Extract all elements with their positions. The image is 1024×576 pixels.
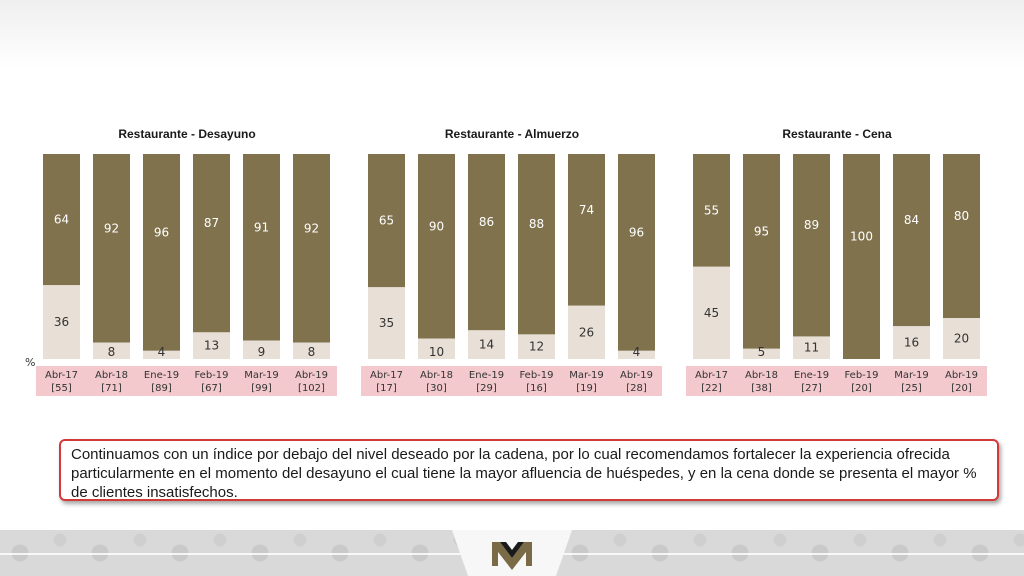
bar-segment-high	[193, 154, 230, 332]
data-label-low: 16	[903, 335, 920, 350]
category-label: Mar-19	[894, 370, 929, 381]
bar-segment-high	[893, 154, 930, 326]
category-label: Feb-19	[519, 370, 554, 381]
category-label: Abr-18	[420, 370, 453, 381]
bar-segment-high	[843, 154, 880, 359]
sample-size-label: [19]	[576, 383, 597, 394]
data-label-high: 96	[153, 225, 170, 240]
category-label: Feb-19	[194, 370, 229, 381]
sample-size-label: [22]	[701, 383, 722, 394]
data-label-low: 8	[307, 345, 316, 359]
data-label-low: 11	[803, 340, 820, 355]
bar-segment-high	[518, 154, 555, 334]
note-box	[59, 439, 999, 501]
sample-size-label: [17]	[376, 383, 397, 394]
sample-size-label: [67]	[201, 383, 222, 394]
data-label-low: 8	[107, 345, 116, 359]
sample-size-label: [20]	[951, 383, 972, 394]
data-label-low: 20	[953, 331, 970, 346]
note-text: Continuamos con un índice por debajo del nivel deseado por la cadena, por lo cual recomendamos fortalecer la experiencia ofrecida particularmente en el momento del desayuno el cual tiene la mayor afluencia de huéspedes, y en la cena donde se presenta el mayor % de clientes insatisfechos.	[71, 446, 977, 501]
data-label-high: 100	[850, 229, 873, 244]
category-label-band	[36, 366, 337, 396]
sample-size-label: [55]	[51, 383, 72, 394]
category-label: Mar-19	[569, 370, 604, 381]
sample-size-label: [16]	[526, 383, 547, 394]
category-label: Feb-19	[844, 370, 879, 381]
chart-title: Restaurante - Cena	[782, 127, 892, 141]
category-label: Mar-19	[244, 370, 279, 381]
chart-2	[361, 127, 662, 396]
bar-segment-high	[618, 154, 655, 351]
bar-segment-high	[243, 154, 280, 341]
category-label: Abr-17	[695, 370, 728, 381]
category-label: Abr-19	[295, 370, 328, 381]
data-label-high: 91	[253, 220, 270, 235]
data-label-low: 35	[378, 316, 395, 331]
bar-segment-high	[793, 154, 830, 336]
data-label-high: 87	[203, 216, 220, 231]
data-label-high: 92	[303, 221, 320, 236]
category-label: Ene-19	[143, 370, 180, 381]
sample-size-label: [38]	[751, 383, 772, 394]
sample-size-label: [71]	[101, 383, 122, 394]
bar-segment-high	[743, 154, 780, 349]
data-label-low: 36	[53, 315, 70, 330]
sample-size-label: [102]	[298, 383, 325, 394]
category-label: Abr-17	[370, 370, 403, 381]
data-label-high: 65	[378, 213, 395, 228]
mm-monogram-icon	[452, 530, 572, 576]
bar-segment-high	[418, 154, 455, 339]
data-label-low: 12	[528, 339, 545, 354]
sample-size-label: [30]	[426, 383, 447, 394]
data-label-low: 5	[757, 345, 766, 359]
chart-title: Restaurante - Desayuno	[118, 127, 256, 141]
sample-size-label: [27]	[801, 383, 822, 394]
data-label-high: 92	[103, 221, 120, 236]
data-label-low: 14	[478, 337, 495, 352]
category-label: Ene-19	[793, 370, 830, 381]
bar-segment-high	[93, 154, 130, 343]
bar-segment-high	[143, 154, 180, 351]
category-label: Abr-17	[45, 370, 78, 381]
data-label-low: 9	[257, 345, 266, 359]
sample-size-label: [28]	[626, 383, 647, 394]
data-label-high: 88	[528, 217, 545, 232]
sample-size-label: [25]	[901, 383, 922, 394]
data-label-high: 55	[703, 203, 720, 218]
category-label: Abr-18	[95, 370, 128, 381]
category-label-band	[361, 366, 662, 396]
data-label-low: 4	[157, 345, 166, 359]
category-label: Ene-19	[468, 370, 505, 381]
data-label-high: 80	[953, 209, 970, 223]
data-label-low: 26	[578, 325, 595, 340]
sample-size-label: [29]	[476, 383, 497, 394]
data-label-high: 84	[903, 213, 920, 228]
chart-1	[36, 127, 337, 396]
data-label-low: 4	[632, 345, 641, 359]
chart-title: Restaurante - Almuerzo	[444, 127, 580, 141]
sample-size-label: [20]	[851, 383, 872, 394]
data-label-low: 10	[428, 345, 445, 359]
chart-3	[686, 127, 987, 396]
bar-segment-high	[468, 154, 505, 330]
data-label-high: 89	[803, 218, 820, 233]
category-label: Abr-19	[620, 370, 653, 381]
bar-segment-high	[943, 154, 980, 318]
data-label-high: 74	[578, 202, 595, 217]
data-label-high: 90	[428, 219, 445, 234]
percent-axis-label: %	[25, 356, 36, 369]
data-label-high: 95	[753, 224, 770, 239]
bar-segment-high	[293, 154, 330, 343]
sample-size-label: [99]	[251, 383, 272, 394]
category-label: Abr-19	[945, 370, 978, 381]
data-label-high: 86	[478, 215, 495, 230]
category-label-band	[686, 366, 987, 396]
bar-segment-high	[568, 154, 605, 306]
sample-size-label: [89]	[151, 383, 172, 394]
data-label-high: 96	[628, 225, 645, 240]
category-label: Abr-18	[745, 370, 778, 381]
data-label-low: 45	[703, 305, 720, 320]
logo	[452, 530, 572, 576]
data-label-low: 13	[203, 338, 220, 353]
data-label-high: 64	[53, 212, 70, 227]
